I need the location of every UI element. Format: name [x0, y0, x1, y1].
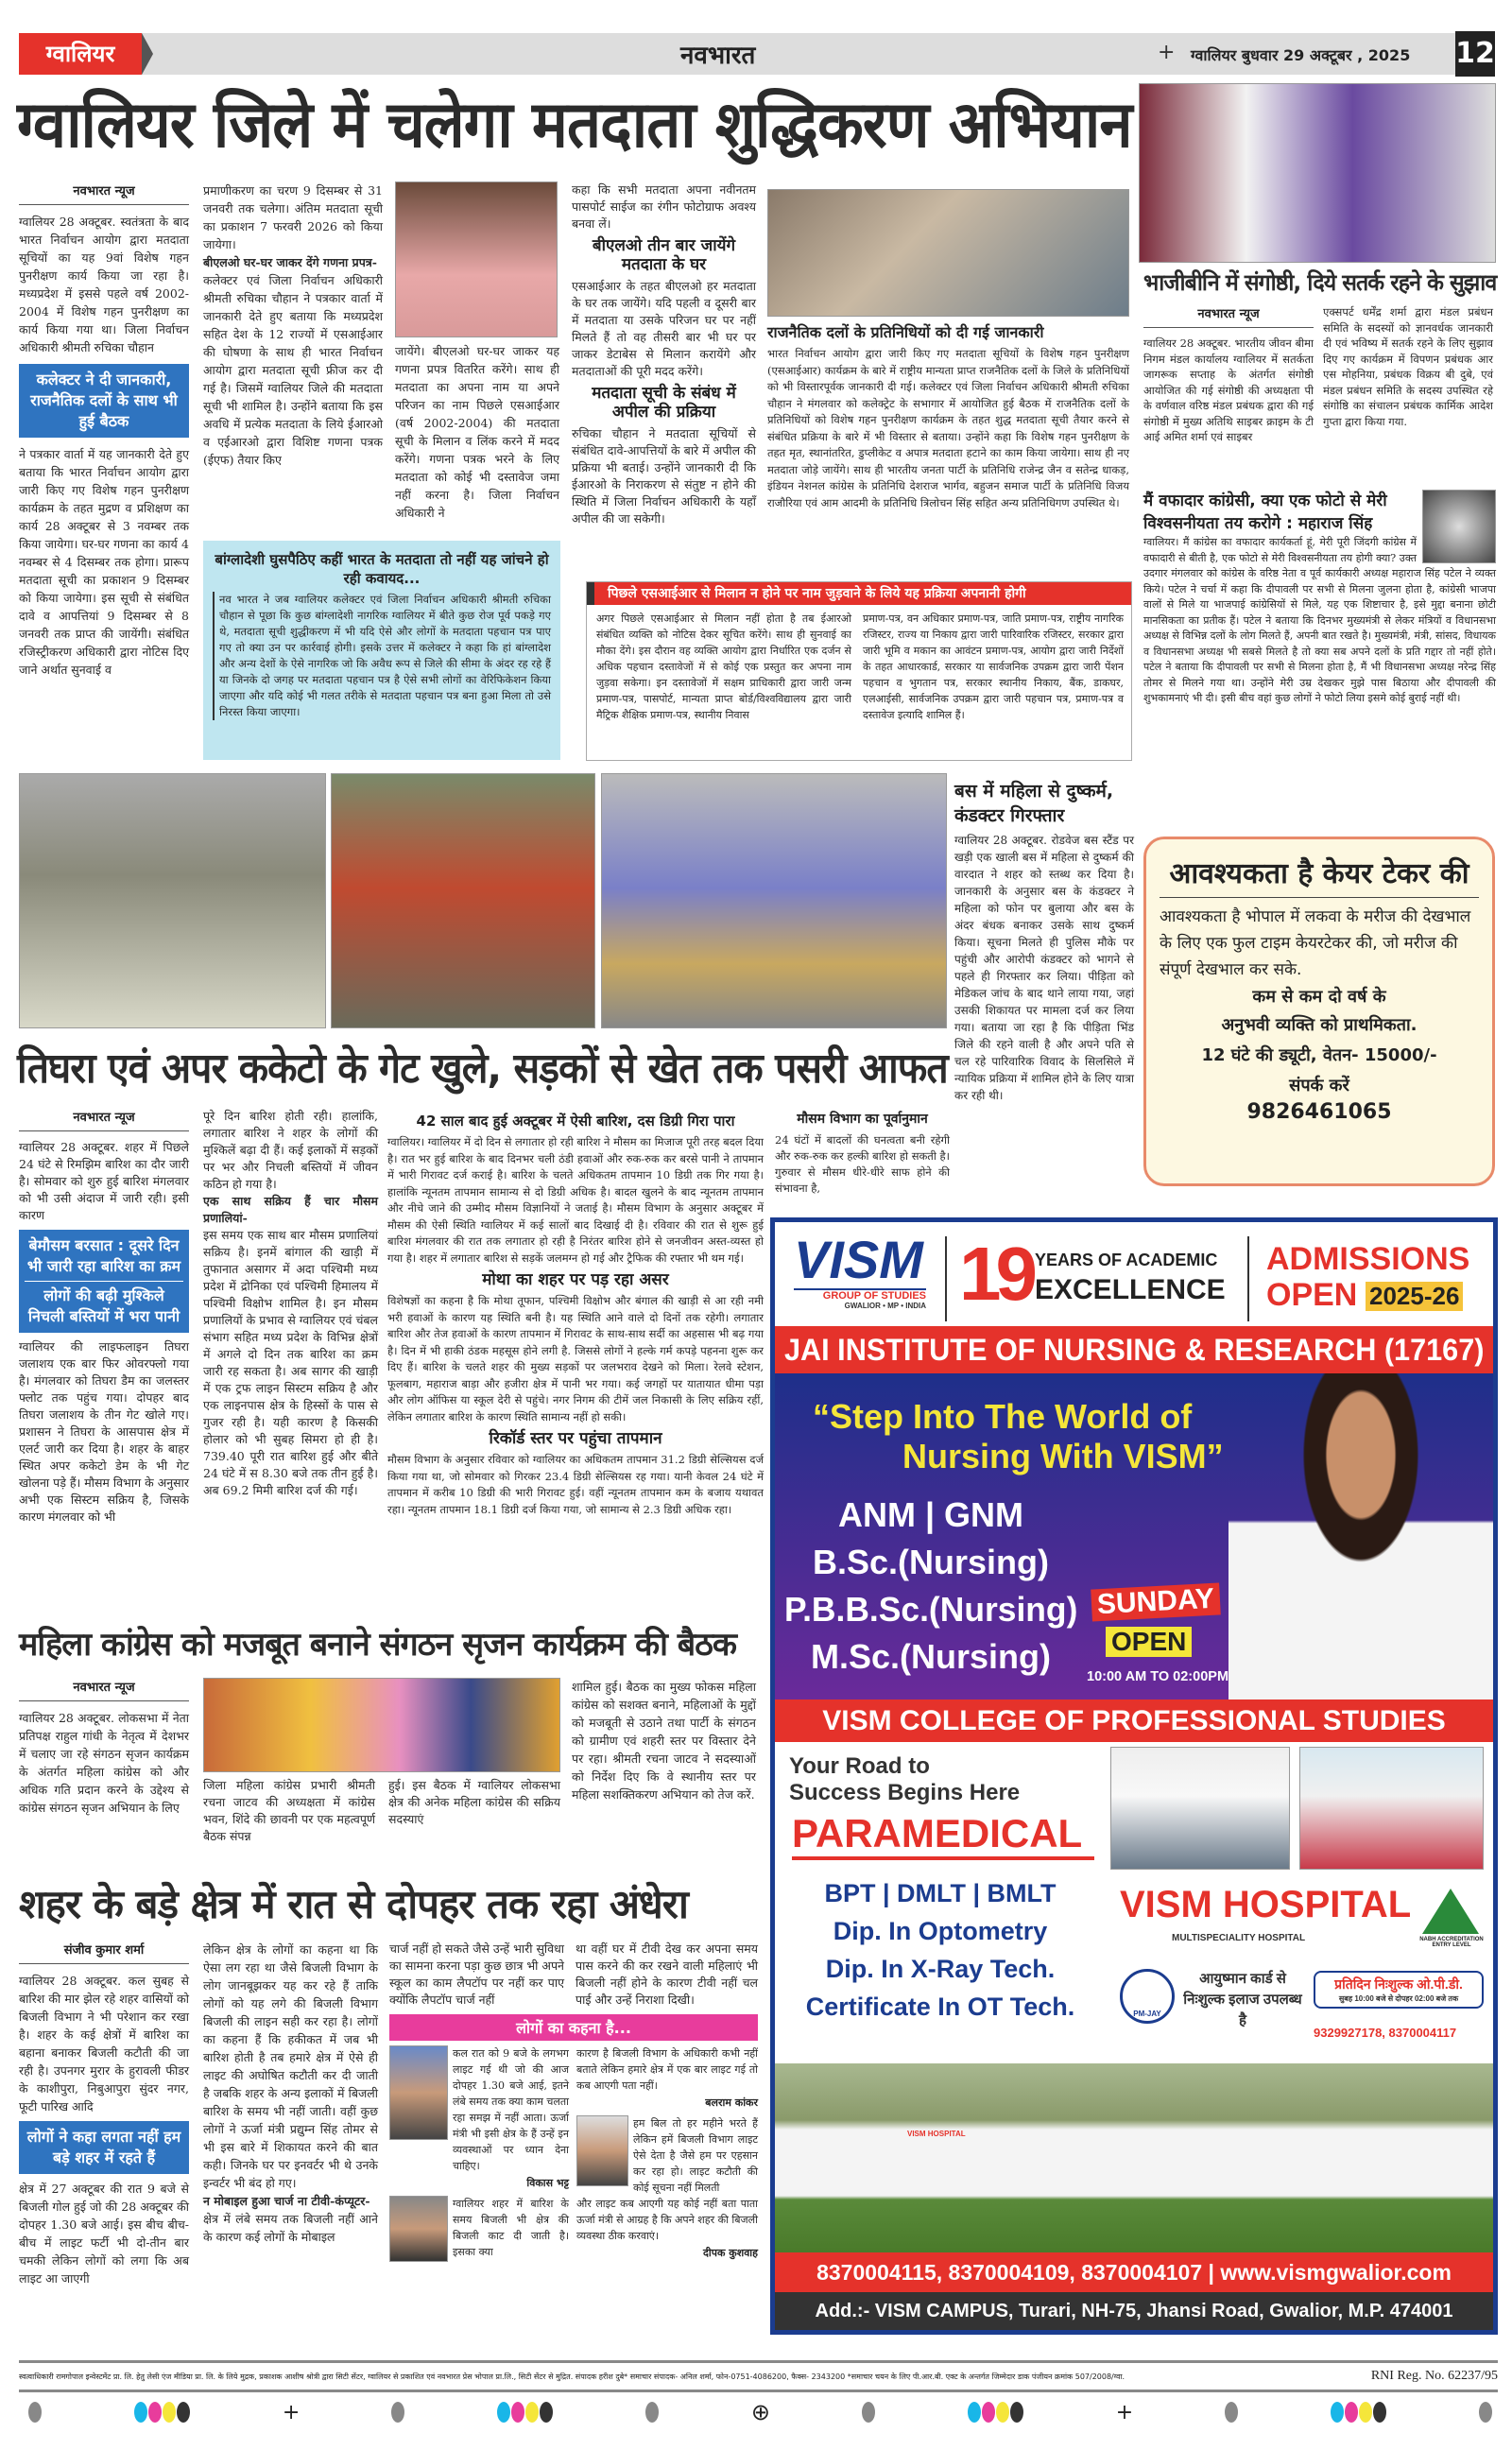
truck-photo	[331, 773, 595, 1028]
lic-photo	[1139, 83, 1496, 263]
years-text1: YEARS OF ACADEMIC	[1035, 1251, 1218, 1269]
subheading: बीएलओ तीन बार जायेंगे मतदाता के घर	[592, 236, 736, 274]
meeting-caption: राजनैतिक दलों के प्रतिनिधियों को दी गई जानकारी	[767, 323, 1044, 341]
box-text: नव भारत ने जब ग्वालियर कलेक्टर एवं जिला निर्वाचन अधिकारी श्रीमती रुचिका चौहान से पूछा कि कुछ बांग्लादेशी नागरिक ग्वालियर में बीते कुछ रोज पूर्व पकड़े गए थे, मतदाता सूची शुद्धीकरण में भी यदि ऐसे और लोगों के मतदाता पहचान पत्र पाए गए तो क्या उन पर कार्रवाई होगी। इसके उत्तर में कलेक्टर ने कहा कि हां बांग्लादेश और अन्य देशों के ऐसे नागरिक जो कि अवैध रूप से जिले की सीमा के अंदर रह रहे हैं या जिनके दो जगह पर मतदाता पहचान पत्र है ऐसे सभी लोगों का वेरिफिकेशन किया जाएगा और यदि कोई भी गलत तरीके से मतदाता पहचान पत्र बना हुआ मिला तो उसे निरस्त किया जाएगा।	[213, 592, 551, 720]
collector-photo	[395, 181, 558, 337]
byline: नवभारत न्यूज	[19, 1678, 189, 1701]
course: M.Sc.(Nursing)	[810, 1637, 1051, 1676]
target-icon: ⊕	[750, 2399, 770, 2425]
quotes	[389, 2045, 758, 2266]
subheading: मतदाता सूची के संबंध में अपील की प्रक्रिया	[592, 384, 736, 422]
building-label: VISM HOSPITAL	[907, 2130, 966, 2138]
gray-dot-icon	[862, 2402, 875, 2423]
story-text: रुचिका चौहान ने मतदाता सूचियों से संबंधित दावे-आपत्तियों के बारे में अपील की प्रक्रिया भी बताई। उन्होंने जानकारी दी कि ईआरओ के निराकरण से संतुष्ट न होने की स्थिति में जिला निर्वाचन अधिकारी के यहाँ अपील की जा सकेगी।	[572, 426, 756, 526]
power-col3: चार्ज नहीं हो सकते जैसे उन्हें भारी सुविधा का सामना करना पड़ा कुछ छात्र भी अपने स्कूल का काम लैपटॉप पर नहीं कर पाए क्योंकि लैपटॉप चार्ज नहीं	[389, 1941, 565, 2007]
meeting-photo	[767, 189, 1129, 317]
mahila-middle	[203, 1678, 560, 1845]
address-banner-bg	[775, 2292, 1493, 2330]
logo-sub: GROUP OF STUDIES	[794, 1288, 926, 1302]
course-list	[784, 1492, 1077, 1681]
hospital-name: VISM HOSPITAL	[1120, 1884, 1412, 1925]
sunday-badge: SUNDAY	[1091, 1582, 1221, 1621]
phones-banner[interactable]: 8370004115, 8370004109, 8370004107 | www.vismgwalior.com	[816, 2260, 1452, 2285]
admissions: ADMISSIONS	[1266, 1241, 1470, 1277]
subheading: न मोबाइल हुआ चार्ज ना टीवी-कंप्यूटर-	[203, 2194, 370, 2208]
story1-col3	[395, 342, 559, 522]
byline: संजीव कुमार शर्मा	[19, 1941, 189, 1964]
power-col2	[203, 1941, 378, 2246]
person-photo	[576, 2115, 628, 2186]
masthead	[19, 33, 1493, 75]
years-text2: EXCELLENCE	[1035, 1274, 1226, 1305]
mahila-col2: जिला महिला कांग्रेस प्रभारी श्रीमती रचना जाटव की अध्यक्षता में कांग्रेस भवन, शिंदे की छावनी पर एक महत्वपूर्ण बैठक संपन्न	[203, 1778, 375, 1843]
ad-contact-label: संपर्क करें	[1289, 1076, 1349, 1096]
course: Dip. In X-Ray Tech.	[825, 1955, 1056, 1983]
mahila-text-columns	[203, 1777, 560, 1845]
rain-col1	[19, 1108, 189, 1526]
people-say-title: लोगों का कहना है...	[389, 2014, 758, 2041]
hospital-sub: MULTISPECIALITY HOSPITAL	[1172, 1933, 1306, 1943]
story-text: ग्वालियर 28 अक्टूबर. भारतीय जीवन बीमा निगम मंडल कार्यालय ग्वालियर में सतर्कता जागरूक सप्ताह के अंतर्गत संगोष्ठी आयोजित की गई संगोष्ठी की अध्यक्षता पी के वर्णवाल वरिष्ठ मंडल प्रबंधक द्वारा की गई संगोष्ठी में मुख्य अतिथि साइबर क्राइम के टी आई अमित शर्मा एवं साइबर	[1143, 336, 1314, 443]
story-text: मौसम विभाग के अनुसार रविवार को ग्वालियर का अधिकतम तापमान 31.2 डिग्री सेल्सियस दर्ज किया गया था, जो सोमवार को गिरकर 23.4 डिग्री सेल्सियस रह गया। यानी केवल 24 घंटे में तापमान में करीब 10 डिग्री की भारी गिरावट हुई। वहीं न्यूनतम तापमान कम के बजाय यथावत रहा। न्यूनतम तापमान 18.1 डिग्री दर्ज किया गया, जो सामान्य से 2.3 डिग्री अधिक रहा।	[387, 1453, 764, 1516]
gray-dot-icon	[1479, 2402, 1492, 2423]
ad-phone[interactable]: 9826461065	[1246, 1100, 1392, 1124]
story-text: लेकिन क्षेत्र के लोगों का कहना था कि ऐसा लग रहा था जैसे बिजली विभाग के लोग जानबूझकर यह कर रहे हैं ताकि लोगों को यह लगे की बिजली विभाग बिजली की लाइन सही कर रहा है। लोगों का कहना हैं कि हकीकत में जब भी बारिश होती है तब हमारे क्षेत्र में ऐसे ही लाइट की अघोषित कटौती कर दी जाती है जबकि शहर के अन्य इलाकों में बिजली बारिश के समय भी नहीं जाती। वहीं कुछ लोगों ने ऊर्जा मंत्री प्रद्युम्न सिंह तोमर से भी इस बारे में शिकायत करने की बात कही। जिनके घर पर इनवर्टर भी थे उनके इन्वर्टर भी बंद हो गए।	[203, 1942, 378, 2190]
section-arrow	[142, 33, 153, 75]
maharaj-text: ग्वालियर। मैं कांग्रेस का वफादार कार्यकर्ता हूं, मेरी पूरी जिंदगी कांग्रेस में वफादारी से बीती है, एक फोटो से मेरी विश्वसनीयता तय होगी क्या? उक्त उदगार मंगलवार को कांग्रेस के वरिष्ठ नेता व पूर्व कार्यकारी अध्यक्ष महाराज सिंह पटेल ने व्यक्त किये। पटेल ने चर्चा में कहा कि दीपावली पर सभी से मिलना जुलना होता है, कांग्रेसी भाजपा वालों से मिले या भाजपाई कांग्रेसियों से मिले, यह एक शिष्टाचार है, इसे मुद्दा बनाना छोटी मानसिकता का प्रतीक हैं। पटेल ने बताया कि दिनभर मुख्यमंत्री से लेकर मंत्रियों व विधानसभा अध्यक्ष से विभिन्न दलों के लोग मिलते हैं, अपनी बात रखते है। मुख्यमंत्री, मंत्री, सांसद, विधायक व विधानसभा अध्यक्ष भी सबसे मिलते है तो क्या सब अपने दलों के प्रति गद्दार तो नहीं होते। पटेल ने बताया कि दीपावली पर सभी से मिलना होता है, मैं भी विधानसभा अध्यक्ष नरेन्द्र सिंह तोमर से मिलने गया था। उन्होंने मेरी उम्र देखकर मुझे पास बिठाया और दीपावली की शुभकामनाएं भी दी। इसी बीच वहां कुछ लोगों ने फोटो लिया इसमे कोई बुराई नहीं थी।	[1143, 536, 1496, 704]
lic-col1	[1143, 304, 1314, 445]
story-text: क्षेत्र में 27 अक्टूबर की रात 9 बजे से बिजली गोल हुई जो की 28 अक्टूबर की दोपहर 1.30 बजे आई। इस बीच बीच-बीच में लाइट फर्टी भी दो-तीन बार चमकी लेकिन लोगों को लगा कि अब लाइट आ जाएगी	[19, 2182, 189, 2286]
cmyk-dots-icon	[1331, 2402, 1387, 2423]
quotes-left	[389, 2045, 569, 2266]
open-badge: OPEN	[1106, 1627, 1192, 1657]
maharaj-block	[1143, 490, 1496, 707]
story-text: ग्वालियर 28 अक्टूबर. शहर में पिछले 24 घंटे से रिमझिम बारिश का दौर जारी है। सोमवार को शुरु हुई बारिश मंगलवार को भी उसी अंदाज में जारी रही। इसी कारण	[19, 1140, 189, 1222]
quote-name: बलराम कांकर	[705, 2096, 758, 2109]
power-col4: था वहीं घर में टीवी देख कर अपना समय पास करने की कर रखने वाली महिलाएं भी बिजली नहीं होने के कारण टीवी नहीं चल पाई और उन्हें निराशा दिखी।	[576, 1941, 758, 2007]
story-text: कलेक्टर एवं जिला निर्वाचन अधिकारी श्रीमती रुचिका चौहान ने पत्रकार वार्ता में जानकारी देते हुए बताया कि मध्यप्रदेश सहित देश के 12 राज्यों में एसआईआर की घोषणा के साथ ही भारत निर्वाचन आयोग द्वारा मतदाता सूची फ्रीज कर दी गई है। जिसमें ग्वालियर जिले की मतदाता सूची भी शामिल है। उन्होंने बताया कि इस अवधि में प्रत्येक मतदाता के लिये ईआरओ व एईआरओ द्वारा विशिष्ट गणना पत्रक (ईएफ) तैयार किए	[203, 273, 383, 467]
course: P.B.B.Sc.(Nursing)	[784, 1590, 1078, 1629]
cmyk-dots-icon	[134, 2402, 191, 2423]
rain-weather	[387, 1108, 764, 1518]
procedure-box	[586, 581, 1132, 761]
logo-location: GWALIOR • MP • INDIA	[844, 1302, 926, 1310]
caretaker-ad	[1143, 837, 1495, 1186]
nurse-photo	[1228, 1373, 1493, 1699]
ad-title: आवश्यकता है केयर टेकर की	[1160, 853, 1479, 898]
umbrella-photo	[601, 773, 947, 1028]
opd-time: सुबह 10:00 बजे से दोपहर 02:00 बजे तक	[1338, 1994, 1459, 2003]
person-photo	[389, 2045, 448, 2140]
college-banner: VISM COLLEGE OF PROFESSIONAL STUDIES	[822, 1705, 1446, 1736]
road-text: Your Road to	[789, 1753, 930, 1779]
story-text: ग्वालियर की लाइफलाइन तिघरा जलाशय एक बार फिर ओवरफ्लो गया है। मंगलवार को तिघरा डैम का जलस्तर फ्लोट तक पहुंच गया। दोपहर बाद तिघरा जलाशय के तीन गेट खोले गए। प्रशासन ने तिघरा के आसपास क्षेत्र में एलर्ट जारी कर दिया है। शहर के बाहर स्थित अपर ककेटो डेम के भी गेट खोलना पड़े हैं। मौसम विभाग के अनुसार अभी एक सिस्टम सक्रिय है, जिसके कारण मंगलवार को भी	[19, 1339, 189, 1524]
bus-block	[954, 779, 1134, 1104]
meeting-text: भारत निर्वाचन आयोग द्वारा जारी किए गए मतदाता सूचियों के विशेष गहन पुनरीक्षण (एसआईआर) कार्यक्रम के बारे में राष्ट्रीय मान्यता प्राप्त राजनैतिक दलों के जिले के प्रतिनिधियों को भी विस्तारपूर्वक जानकारी दी गई। कलेक्टर एवं जिला निर्वाचन अधिकारी श्रीमती रुचिका चौहान ने मंगलवार को कलेक्ट्रेट के सभागार में आयोजित हुई बैठक में राजनैतिक दलों के प्रतिनिधियों को विशेष गहन पुनरीक्षण कार्यक्रम के तहत शुद्ध मतदाता सूची तैयार करने से संबंधित प्रक्रिया के बारे में भी विस्तार से बताया। उन्होंने कहा कि विशेष गहन पुनरीक्षण के तहत मृत, स्थानांतरित, डुप्लीकेट व अपात्र मतदाता हटाने का काम किया जायेगा। साथ ही नए मतदाता जोड़े जायेंगे। साथ ही भारतीय जनता पार्टी के प्रतिनिधि राजेन्द्र जैन व सतेन्द्र धाकड़, इंडियन नेशनल कांग्रेस के प्रतिनिधि देशराज भार्गव, बहुजन समाज पार्टी के प्रतिनिधि विजय राजौरिया एवं आम आदमी के प्रतिनिधि त्रिलोचन सिंह सहित अन्य प्रतिनिधिगण उपस्थित थे।	[767, 347, 1129, 509]
story-text: इस समय एक साथ बार मौसम प्रणालियां सक्रिय है। इनमें बांगाल की खाड़ी में तुफानात असागर में अदा पश्चिमी मध्य प्रदेश में द्रोनिका एवं पश्चिमी हिमालय में पश्चिमी विक्षोभ शामिल है। इन मौसम प्रणालियों के प्रभाव से ग्वालियर एवं चंबल संभाग सहित मध्य प्रदेश के विभिन्न क्षेत्रों में अगले दो दिन तक बारिश का क्रम जारी रह सकता है। अब सागर की खाड़ी में एक ट्रफ लाइन सिस्टम सक्रिय है और एक लाइनपास क्षेत्र के हिस्सों के पास से गुजर रही है। यही कारण है किसकी होलार को भी सुबह सिमरा हो ही है। 739.40 पूरी रात बारिश हुई और बीते 24 घंटे में स 8.30 बजे तक तीन हुई है। अब 69.2 मिमी बारिश दर्ज की गई।	[203, 1228, 378, 1497]
person-photo	[389, 2196, 448, 2262]
story-text: ने पत्रकार वार्ता में यह जानकारी देते हुए बताया कि भारत निर्वाचन आयोग द्वारा जारी किए गए विशेष गहन पुनरीक्षण कार्यक्रम के तहत मुद्रण व प्रशिक्षण का कार्य 28 अक्टूबर से 3 नवम्बर तक किया जायेगा। घर-घर गणना का कार्य 4 नवम्बर से 4 दिसम्बर तक होगा। प्रारूप मतदाता सूची का प्रकाशन 9 दिसम्बर को किया जायेगा। इस सूची से संबंधित दावे व आपत्तियां 9 दिसम्बर से 8 जनवरी तक प्राप्त की जायेंगी। संबंधित रजिस्ट्रीकरण अधिकारी द्वारा नोटिस दिए जाने अर्थात सुनवाई व	[19, 447, 189, 677]
quote-name: दीपक कुशवाह	[703, 2247, 758, 2259]
footer-imprint	[19, 2360, 1498, 2392]
procedure-title-bar	[587, 582, 1131, 605]
rni-number: RNI Reg. No. 62237/95	[1370, 2369, 1498, 2383]
bus-headline: बस में महिला से दुष्कर्म, कंडक्टर गिरफ्तार	[954, 781, 1114, 826]
mahila-col4: शामिल हुई। बैठक का मुख्य फोकस महिला कांग्रेस को सशक्त बनाने, महिलाओं के मुद्दों को मजबूती से उठाने तथा पार्टी के संगठन को ग्रामीण एवं शहरी स्तर पर विस्तार देने पर रहा। श्रीमती रचना जाटव ने सदस्याओं को निर्देश दिए कि वे स्थानीय स्तर पर महिला सशक्तिकरण अभियान को तेज करें.	[572, 1680, 756, 1802]
story-text: एसआईआर के तहत बीएलओ हर मतदाता के घर तक जायेंगे। यदि पहली व दूसरी बार में मतदाता या उसके परिजन घर पर नहीं मिलते हैं तो वह तीसरी बार भी घर पर जाकर डेटाबेस से मिलान करायेंगे और मतदाताओं की पूरी मदद करेंगे।	[572, 279, 756, 378]
tagline: Nursing With VISM”	[902, 1437, 1224, 1475]
ayushman-text: आयुष्मान कार्ड से निःशुल्क इलाज उपलब्ध है	[1183, 1971, 1302, 2028]
story-text: ग्वालियर 28 अक्टूबर. लोकसभा में नेता प्रतिपक्ष राहुल गांधी के नेतृत्व में देशभर में चलाए जा रहे संगठन सृजन कार्यक्रम के अंतर्गत महिला कांग्रेस को और अधिक गति प्रदान करने के उद्देश्य से कांग्रेस संगठन सृजन अभियान के लिए	[19, 1711, 189, 1815]
story-text: 24 घंटों में बादलों की घनत्वता बनी रहेगी और रुक-रुक कर हल्की बारिश हो सकती है। गुरुवार से मौसम धीरे-धीरे साफ होने की संभावना है,	[775, 1133, 950, 1195]
dam-photo	[19, 773, 326, 1028]
story-text: ग्वालियर। ग्वालियर में दो दिन से लगातार हो रही बारिश ने मौसम का मिजाज पूरी तरह बदल दिया है। रात भर हुई बारिश के बाद दिनभर चली ठंडी हवाओं और रुक-रुक कर बरसे पानी ने तापमान में भारी गिरावट दर्ज कराई है। बारिश के चलते अधिकतम तापमान 10 डिग्री तक गिर गया है। हालांकि न्यूनतम तापमान सामान्य से दो डिग्री अधिक है। बादल खुलने के बाद न्यूनतम तापमान और नीचे जाने की उम्मीद मौसम विज्ञानियों ने जताई है। मौसम विभाग के अनुसार अक्टूबर में मौसम की ऐसी स्थिति ग्वालियर में कई सालों बाद दिखाई दी है। रविवार की रात से शुरू हुई बारिश मंगलवार की रात तक लगातार हो रही है निरंतर बारिश होने से जनजीवन अस्त-व्यस्त हो गया है। शहर में लगातार बारिश से सड़कें जलमग्न हो गई और ट्रैफिक की रफ्तार भी थम गई।	[387, 1135, 764, 1265]
quote: हम बिल तो हर महीने भरते हैं लेकिन हमें बिजली विभाग लाइट ऐसे देता है जैसे हम पर एहसान कर रहा हो। लाइट कटौती की कोई सूचना नहीं मिलती	[633, 2117, 758, 2194]
divider	[1247, 1236, 1249, 1321]
ad-body: आवश्यकता है भोपाल में लकवा के मरीज की देखभाल के लिए एक फुल टाइम केयरटेकर की, जो मरीज की संपूर्ण देखभाल कर सके.	[1160, 907, 1471, 979]
story-text: ग्वालियर 28 अक्टूबर. कल सुबह से बारिश की मार झेल रहे शहर वासियों को बिजली विभाग ने भी परेशान कर रखा है। शहर के कई क्षेत्रों में बारिश का बहाना बनाकर बिजली कटौती की जा रही है। उपनगर मुरार के हुरावली फीडर के काशीपुरा, निबुआपुरा सुंदर नगर, फूटी पारिख आदि	[19, 1974, 189, 2114]
procedure-text: प्रमाण-पत्र, वन अधिकार प्रमाण-पत्र, जाति प्रमाण-पत्र, राष्ट्रीय नागरिक रजिस्टर, राज्य या निकाय द्वारा जारी पारिवारिक रजिस्टर, सरकार द्वारा जारी भूमि व मकान का आवंटन प्रमाण-पत्र, आयोग द्वारा जारी निर्देशों के तहत आधारकार्ड, सरकार या सार्वजनिक उपक्रम द्वारा जारी पेंशन पहचान व भुगतान पत्र, सरकार स्थानीय निकाय, बैंक, डाकघर, एलआईसी, सार्वजनिक उपक्रम द्वारा जारी पहचान पत्र, प्रमाण-पत्र व दस्तावेज इत्यादि शामिल हैं।	[863, 612, 1124, 721]
byline: नवभारत न्यूज	[19, 1108, 189, 1131]
hours: 10:00 AM TO 02:00PM	[1087, 1668, 1229, 1684]
dateline: ग्वालियर बुधवार 29 अक्टूबर , 2025	[1191, 46, 1411, 64]
procedure-title: पिछले एसआईआर से मिलान न होने पर नाम जुड़वाने के लिये यह प्रक्रिया अपनानी होगी	[608, 586, 1026, 601]
crosshair-icon: +	[1158, 41, 1176, 64]
bangladeshi-box	[203, 541, 560, 760]
nabh-text: NABH ACCREDITATION ENTRY LEVEL	[1419, 1937, 1484, 1948]
mahila-photo	[203, 1678, 560, 1772]
subheading: रिकॉर्ड स्तर पर पहुंचा तापमान	[489, 1429, 662, 1448]
nursing-panel	[775, 1373, 1493, 1699]
highlight-box	[19, 1230, 189, 1333]
quote-name: विकास भट्ट	[526, 2177, 569, 2189]
story-text: पूरे दिन बारिश होती रही। हालांकि, लगातार बारिश ने शहर के लोगों की मुश्किलें बढ़ा दी हैं। कई इलाकों में सड़कों पर भर और निचली बस्तियों में जीवन कठिन हो गया है।	[203, 1109, 378, 1191]
power-top-columns	[389, 1941, 758, 2009]
session-badge: 2025-26	[1366, 1282, 1463, 1311]
cmyk-dots-icon	[497, 2402, 554, 2423]
power-right	[389, 1941, 758, 2266]
nabh-logo	[1422, 1889, 1479, 1934]
institute-banner: JAI INSTITUTE OF NURSING & RESEARCH (17167)	[784, 1333, 1485, 1367]
story-text: कहा कि सभी मतदाता अपना नवीनतम पासपोर्ट साईज का रंगीन फोटोग्राफ अवश्य बनवा लें।	[572, 182, 756, 231]
ad-line: अनुभवी व्यक्ति को प्राथमिकता.	[1221, 1015, 1418, 1035]
subheading: 42 साल बाद हुई अक्टूबर में ऐसी बारिश, दस डिग्री गिरा पारा	[416, 1113, 735, 1130]
campus-photo	[775, 2063, 1493, 2252]
mahila-col1	[19, 1678, 189, 1817]
main-headline: ग्वालियर जिले में चलेगा मतदाता शुद्धिकरण अभियान	[17, 88, 1132, 163]
ad-line: 12 घंटे की ड्यूटी, वेतन- 15000/-	[1201, 1045, 1437, 1065]
vism-ad	[770, 1217, 1498, 2335]
course: Certificate In OT Tech.	[805, 1993, 1075, 2021]
course: Dip. In Optometry	[833, 1917, 1048, 1945]
gray-dot-icon	[391, 2402, 404, 2423]
registration-marks	[28, 2399, 1493, 2425]
ad-line: कम से कम दो वर्ष के	[1252, 987, 1386, 1007]
paper-name: नवभारत	[680, 42, 756, 70]
maharaj-photo	[1422, 490, 1496, 563]
phones-banner-bg	[775, 2252, 1493, 2292]
hospital-phones[interactable]: 9329927178, 8370004117	[1314, 2026, 1457, 2040]
lic-col2: एक्सपर्ट धर्मेंद्र शर्मा द्वारा मंडल प्रबंधन समिति के सदस्यों को ज्ञानवर्धक जानकारी दी एवं भविष्य में सतर्क रहने के लिए सुझाव दिए गए कार्यक्रम में विपणन प्रबंधक आर एस मोहनिया, प्रबंधक विक्रय बी दुबे, एवं मंडल प्रबंधन समिति के सदस्य उपस्थित रहे संगोष्ठि का संचालन प्रबंधक कार्मिक आदेश गुप्ता द्वारा किया गया.	[1323, 305, 1493, 428]
highlight-line: लोगों की बढ़ी मुश्किले निचली बस्तियों में भरा पानी	[27, 1286, 180, 1325]
story-text: जायेंगे। बीएलओ घर-घर जाकर यह गणना प्रपत्र वितरित करेंगे। साथ ही मतदाता का अपना नाम या अपने परिजन का नाम पिछले एसआईआर (वर्ष 2002-2004) की मतदाता सूची के मिलान व लिंक करने में मदद करेंगे। गणना पत्रक भरने के लिए मतदाता को कोई भी दस्तावेज जमा नहीं करना है। जिला निर्वाचन अधिकारी ने	[395, 344, 559, 520]
subheading: मोथा का शहर पर पड़ रहा असर	[482, 1270, 669, 1289]
road-text: Success Begins Here	[789, 1780, 1021, 1805]
quote-row	[576, 2115, 758, 2196]
quote: ग्वालियर शहर में बारिश के समय बिजली भी क्षेत्र की बिजली काट दी जाती है। इसका क्या	[453, 2198, 569, 2258]
quote-row	[389, 2196, 569, 2262]
story-text: क्षेत्र में लंबे समय तक बिजली नहीं आने के कारण कई लोगों के मोबाइल	[203, 2212, 378, 2244]
pmjay-text: PM-JAY	[1133, 2010, 1161, 2018]
story-text: ग्वालियर 28 अक्टूबर. स्वतंत्रता के बाद भारत निर्वाचन आयोग द्वारा मतदाता सूचियों का यह 9वां विशेष गहन पुनरीक्षण कार्य किया जा रहा है। मध्यप्रदेश में इससे पहले वर्ष 2002-2004 में विशेष गहन पुनरीक्षण का कार्य किया गया था। जिला निर्वाचन अधिकारी श्रीमती रुचिका चौहान	[19, 215, 189, 354]
byline: नवभारत न्यूज	[19, 181, 189, 205]
crosshair-icon: +	[1115, 2400, 1134, 2424]
gray-dot-icon	[645, 2402, 659, 2423]
power-col1	[19, 1941, 189, 2287]
quote: कारण है बिजली विभाग के अधिकारी कभी नहीं बताते लेकिन हमारे क्षेत्र में एक बार लाइट गई तो कब आएगी पता नहीं।	[576, 2047, 758, 2092]
power-headline: शहर के बड़े क्षेत्र में रात से दोपहर तक रहा अंधेरा	[19, 1881, 688, 1927]
years-number: 19	[959, 1232, 1032, 1316]
subheading: बीएलओ घर-घर जाकर देंगे गणना प्रपत्र-	[203, 255, 377, 269]
cmyk-dots-icon	[968, 2402, 1024, 2423]
maharaj-headline: मैं वफादार कांग्रेसी, क्या एक फोटो से मेरी विश्वसनीयता तय करोगे : महाराज सिंह	[1143, 492, 1387, 533]
lic-headline: भाजीबीनि में संगोष्ठी, दिये सतर्क रहने के सुझाव	[1143, 269, 1497, 296]
imprint-text: स्वत्वाधिकारी रामगोपाल इन्वेस्टमेंट प्रा. लि. हेतु लेसी एंज मीडिया प्रा. लि. के लिये मुद्रक, प्रकाशक आशीष श्रोत्री द्वारा सिटी सेंटर, ग्वालियर से प्रकाशित एवं नवभारत प्रेस भोपाल प्रा.लि., सिटी सेंटर से मुद्रित. संपादक हरीश दुबे* समाचार संपादक- अनिल शर्मा, फोन-0751-4086200, फैक्स- 2343200 *समाचार चयन के लिए पी.आर.बी. एक्ट के अन्तर्गत जिम्मेदार डाक पंजीयन क्रमांक 507/2008/ग्वा.	[19, 2372, 1125, 2381]
divider	[945, 1236, 947, 1321]
mahila-col3: हुई। इस बैठक में ग्वालियर लोकसभा क्षेत्र की अनेक महिला कांग्रेस की सक्रिय सदस्याएं	[388, 1778, 560, 1826]
college-banner-bg	[775, 1699, 1493, 1742]
highlight-line: बेमौसम बरसात : दूसरे दिन भी जारी रहा बारिश का क्रम	[25, 1235, 183, 1282]
story-text: विशेषज्ञों का कहना है कि मोथा तूफान, पश्चिमी विक्षोभ और बंगाल की खाड़ी से आ रही नमी भरी हवाओं के कारण यह स्थिति बनी है। यह स्थिति आने वाले दो दिनों तक रहेगी। लगातार बारिश और तेज हवाओं के कारण तापमान में गिरावट के साथ-साथ सर्दी का अहसास भी बढ़ गया है। दिन में भी हाकी ठंडक महसूस होने लगी है. जिससे लोगों ने हल्के गर्म कपड़े पहनना शुरू कर दिए हैं। बारिश के चलते शहर की मुख्य सड़कों पर जलभराव देखने को मिला। रेलवे स्टेशन, फूलबाग, महाराज बाड़ा और हजीरा क्षेत्र में पानी भर गया। कई जगहों पर यातायात धीमा पड़ा और लोग ऑफिस या स्कूल देरी से पहुंचे। नगर निगम की टीमें जल निकासी के लिए सक्रिय रहीं, लेकिन लगातार बारिश के कारण स्थिति सामान्य नहीं हो सकी।	[387, 1294, 764, 1423]
opd-box	[1314, 1971, 1484, 2009]
course: B.Sc.(Nursing)	[812, 1543, 1049, 1581]
highlight-box: लोगों ने कहा लगता नहीं हम बड़े शहर में रहते हैं	[19, 2121, 189, 2174]
story-text: प्रमाणीकरण का चरण 9 दिसम्बर से 31 जनवरी तक चलेगा। अंतिम मतदाता सूची का प्रकाशन 7 फरवरी 2026 को किया जायेगा।	[203, 183, 383, 251]
story1-col1	[19, 181, 189, 679]
box-title: बांग्लादेशी घुसपैठिए कहीं भारत के मतदाता तो नहीं यह जांचने हो रही कवायद...	[215, 551, 549, 587]
highlight-box: कलेक्टर ने दी जानकारी, राजनैतिक दलों के साथ भी हुई बैठक	[19, 364, 189, 438]
section-label: ग्वालियर	[45, 41, 115, 67]
tagline: “Step Into The World of	[813, 1397, 1193, 1436]
course: BPT | DMLT | BMLT	[824, 1879, 1057, 1907]
procedure-text: अगर पिछले एसआईआर से मिलान नहीं होता है तब ईआरओ संबंधित व्यक्ति को नोटिस देकर सूचित करेंगे। साथ ही सुनवाई का मौका देंगे। इस दौरान वह व्यक्ति आयोग द्वारा निर्धारित एक दर्जन से अधिक पहचान दस्तावेजों में से कोई एक प्रस्तुत कर अपना नाम जुड़वा सकेगा। इन दस्तावेजों में सक्षम प्राधिकारी द्वारा जारी जन्म प्रमाण-पत्र, पासपोर्ट, मान्यता प्राप्त बोर्ड/विश्वविद्यालय द्वारा जारी मैट्रिक शैक्षिक प्रमाण-पत्र, स्थानीय निवास	[596, 612, 851, 721]
admissions-open: OPEN	[1266, 1277, 1358, 1313]
story1-col2	[203, 181, 383, 469]
bus-text: ग्वालियर 28 अक्टूबर. रोडवेज बस स्टैंड पर खड़ी एक खाली बस में महिला से दुष्कर्म की वारदात ने शहर को स्तब्ध कर दिया है। जानकारी के अनुसार बस के कंडक्टर ने महिला को फोन पर बुलाया और बस के अंदर बंधक बनाकर उसके साथ दुष्कर्म किया। सूचना मिलते ही पुलिस मौके पर पहुंची और आरोपी कंडक्टर को भागने से पहले ही गिरफ्तार कर लिया। पीड़िता को मेडिकल जांच के बाद थाने लाया गया, जहां उसकी शिकायत पर मामला दर्ज कर लिया गया। बताया जा रहा है कि पीड़िता भिंड जिले की रहने वाली है और अपने पति से चल रहे पारिवारिक विवाद के सिलसिले में न्यायिक प्रक्रिया में शामिल होने के लिए यात्रा कर रही थी।	[954, 834, 1134, 1102]
forecast	[775, 1106, 950, 1197]
institute-banner-bg	[775, 1326, 1493, 1373]
address-banner: Add.:- VISM CAMPUS, Turari, NH-75, Jhansi Road, Gwalior, M.P. 474001	[815, 2301, 1453, 2321]
students-photo	[1299, 1747, 1484, 1870]
quotes-right	[576, 2045, 758, 2266]
imprint-wrap	[19, 2372, 1366, 2382]
story1-col4	[572, 181, 756, 527]
section-tab	[19, 33, 142, 75]
quote: और लाइट कब आएगी यह कोई नहीं बता पाता ऊर्जा मंत्री से आग्रह है कि अपने शहर की बिजली व्यवस्था ठीक करवाएं।	[576, 2198, 758, 2242]
byline: नवभारत न्यूज	[1143, 304, 1314, 328]
pmjay-logo	[1120, 1969, 1175, 2024]
course: ANM | GNM	[837, 1495, 1024, 1534]
paramedical: PARAMEDICAL	[792, 1811, 1094, 1860]
vism-logo	[794, 1232, 926, 1310]
rain-headline: तिघरा एवं अपर ककेटो के गेट खुले, सड़कों से खेत तक पसरी आफत	[17, 1044, 948, 1093]
quote-row	[389, 2045, 569, 2174]
gray-dot-icon	[28, 2402, 42, 2423]
rain-col2	[203, 1108, 378, 1499]
opd-title: प्रतिदिन निःशुल्क ओ.पी.डी.	[1334, 1976, 1463, 1992]
page-number: 12	[1455, 31, 1495, 77]
quote: कल रात को 9 बजे के लगभग लाइट गई थी जो की आज दोपहर 1.30 बजे आई, इतने लंबे समय तक क्या काम चलता रहा समझ में नहीं आता। ऊर्जा मंत्री भी इसी क्षेत्र के हैं उन्हें इन व्यवस्थाओं पर ध्यान देना चाहिए।	[453, 2047, 569, 2172]
logo-text: VISM	[794, 1230, 923, 1289]
subheading: मौसम विभाग का पूर्वानुमान	[797, 1112, 928, 1127]
students-photo	[1110, 1747, 1290, 1870]
meeting-block	[767, 321, 1129, 511]
gray-dot-icon	[1225, 2402, 1238, 2423]
crosshair-icon: +	[282, 2400, 301, 2424]
mahila-headline: महिला कांग्रेस को मजबूत बनाने संगठन सृजन कार्यक्रम की बैठक	[19, 1626, 737, 1664]
subheading: एक साथ सक्रिय हैं चार मौसम प्रणालियां-	[203, 1194, 378, 1225]
paramedical-courses	[780, 1874, 1101, 2026]
